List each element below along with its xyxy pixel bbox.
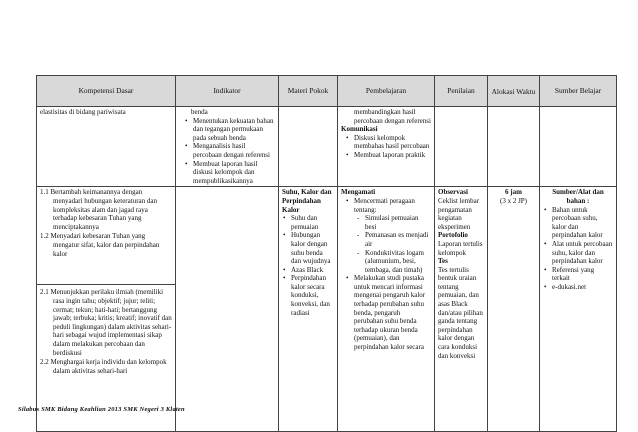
row1-pembelajaran xyxy=(338,107,435,187)
sumber-list xyxy=(543,206,613,292)
row2-kompetensi xyxy=(37,187,176,432)
row1-materi xyxy=(279,107,338,187)
header-kompetensi-dasar: Kompetensi Dasar xyxy=(37,76,176,107)
row1-penilaian xyxy=(435,107,488,187)
list-item: - Pemanasan es menjadi air xyxy=(365,231,431,248)
header-pembelajaran: Pembelajaran xyxy=(338,76,435,107)
kd-item: 2.2 Menghargai kerja individu dan kelompok dalam aktivitas sehari-hari xyxy=(40,358,167,375)
list-item: - Konduktivitas logam (alumunium, besi, tembaga, dan timah) xyxy=(365,249,431,275)
list-item: • Menganalisis hasil percobaan dengan referensi xyxy=(193,142,275,159)
list-item: • Referensi yang terkait xyxy=(552,266,613,283)
list-item: • Suhu dan pemuaian xyxy=(291,214,334,231)
row1-kompetensi xyxy=(37,107,176,187)
row1-sumber xyxy=(540,107,617,187)
row1-indikator-list xyxy=(184,117,275,186)
header-indikator: Indikator xyxy=(176,76,279,107)
sumber-title: Sumber/Alat dan bahan : xyxy=(552,188,604,205)
kd-item: 1.2 Menyadari kebesaran Tuhan yang mengatur sifat, kalor dan perpindahan kalor xyxy=(40,232,160,258)
header-alokasi-waktu: Alokasi Waktu xyxy=(488,76,540,107)
row2-materi xyxy=(279,187,338,432)
list-item: - Simulasi pemuaian besi xyxy=(365,214,431,231)
page-footer: Silabus SMK Bidang Keahlian 2013 SMK Negeri 3 Klaten xyxy=(18,406,185,413)
row2-penilaian xyxy=(435,187,488,432)
waktu-detail: (3 x 2 JP) xyxy=(499,196,528,205)
header-penilaian: Penilaian xyxy=(435,76,488,107)
tes-text: Tes tertulis bentuk uraian tentang pemuaian, dan asas Black dan/atau pilihan ganda tentang perpindahan kalor dengan cara konduksi dan konveksi xyxy=(438,265,483,360)
mengamati-title: Mengamati xyxy=(341,188,376,197)
portofolio-title: Portofolio xyxy=(438,231,468,240)
list-item: • Diskusi kelompok membahas hasil percobaan xyxy=(354,134,431,151)
materi-title: Suhu, Kalor dan Perpindahan Kalor xyxy=(282,188,332,214)
row2-pembelajaran xyxy=(338,187,435,432)
list-item: • Membuat laporan praktik xyxy=(354,151,431,160)
row2-sumber xyxy=(540,187,617,432)
row1-pembelajaran-top: membandingkan hasil percobaan dengan referensi xyxy=(354,108,431,125)
row2-alokasi xyxy=(488,187,540,432)
row1-alokasi xyxy=(488,107,540,187)
header-sumber-belajar: Sumber Belajar xyxy=(540,76,617,107)
observasi-title: Observasi xyxy=(438,188,468,197)
list-item: • Menentukan kekuatan bahan dan tegangan permukaan pada sebuah benda xyxy=(193,117,275,143)
header-materi-pokok: Materi Pokok xyxy=(279,76,338,107)
kd-block-2 xyxy=(40,285,172,375)
list-item: • Melakukan studi pustaka untuk mencari informasi mengenai pengaruh kalor terhadap perubahan suhu benda, pengaruh perubahan suhu benda terhadap ukuran benda (pemuaian), dan perpindahan kalor secara xyxy=(354,274,431,351)
list-item: • Alat untuk percobaan suhu, kalor dan perpindahan kalor xyxy=(552,240,613,266)
portofolio-text: Laporan tertulis kelompok xyxy=(438,239,483,257)
mengamati-sublist xyxy=(354,214,431,274)
table-row xyxy=(37,187,617,432)
row1-kompetensi-text: elastisitas di bidang pariwisata xyxy=(40,108,126,116)
list-item xyxy=(354,197,431,274)
kd-item: 2.1 Menunjukkan perilaku ilmiah (memiliki rasa ingin tahu; objektif; jujur; teliti; cermat; tekun; hati-hati; bertanggung jawab; terbuka; kritis; kreatif; inovatif dan peduli lingkungan) dalam aktivitas sehari-hari sebagai wujud implementasi sikap dalam melakukan percobaan dan berdiskusi xyxy=(40,288,172,357)
kd-item: 1.1 Bertambah keimanannya dengan menyadari hubungan keteraturan dan kompleksitas alam dan jagad raya terhadap kebesaran Tuhan yang menciptakannya xyxy=(40,188,157,231)
komunikasi-list xyxy=(341,134,431,160)
header-row xyxy=(37,76,617,107)
row2-indikator xyxy=(176,187,279,432)
silabus-table xyxy=(36,75,617,432)
observasi-text: Ceklist lembar pengamatan kegiatan eksperimen xyxy=(438,196,480,231)
komunikasi-title: Komunikasi xyxy=(341,125,378,134)
table-row xyxy=(37,107,617,187)
mengamati-list xyxy=(341,197,431,352)
row1-indikator xyxy=(176,107,279,187)
row1-indikator-top: benda xyxy=(191,108,208,116)
list-item: • Perpindahan kalor secara konduksi, konveksi, dan radiasi xyxy=(291,274,334,317)
waktu-value: 6 jam xyxy=(505,188,522,197)
list-item: • Bahan untuk percobaan suhu, kalor dan perpindahan kalor xyxy=(552,206,613,240)
list-item: • Hubungan kalor dengan suhu benda dan wujudnya xyxy=(291,231,334,265)
mengamati-item-1: Mencermati peragaan tentang: xyxy=(354,196,415,214)
list-item: • Membuat laporan hasil diskusi kelompok dan mempublikasikannya xyxy=(193,160,275,186)
kd-block-1 xyxy=(37,188,175,285)
list-item: • Azas Black xyxy=(291,266,334,275)
tes-title: Tes xyxy=(438,257,448,266)
materi-list xyxy=(282,214,334,317)
list-item: • e-dukasi.net xyxy=(552,283,613,292)
